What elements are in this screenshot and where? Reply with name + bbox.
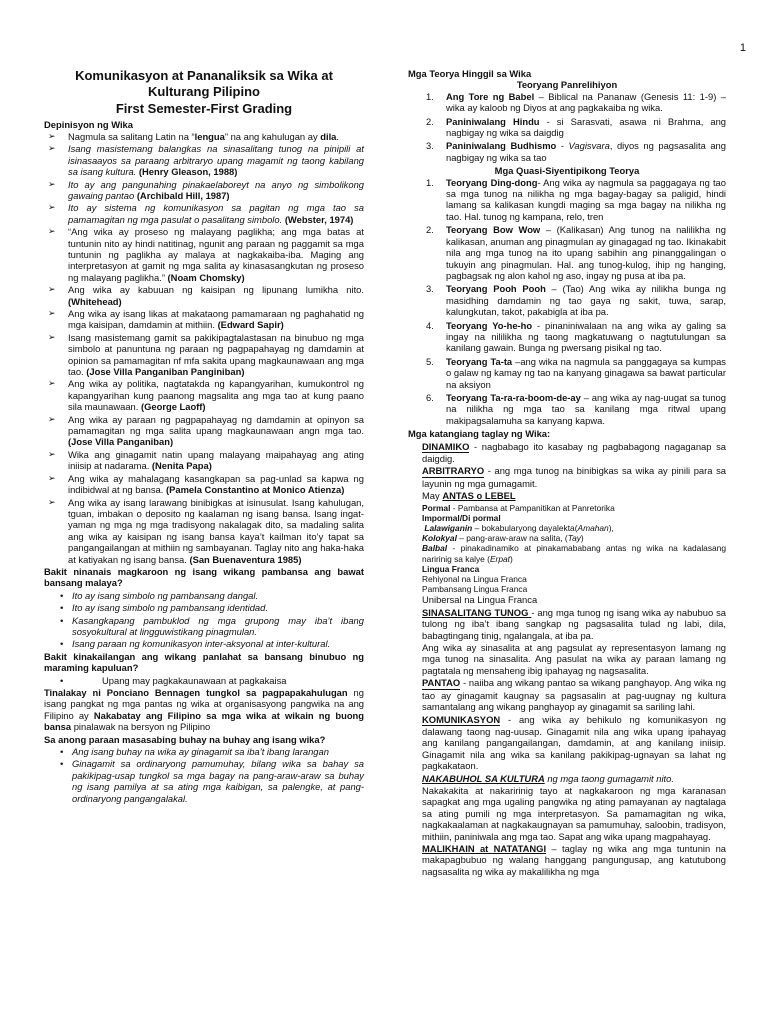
- trait-malikhain: MALIKHAIN at NATATANGI – taglay ng wika ang mga tuntunin na makapagbubuo ng walang hanggang pangungusap, ang katutubong nagsasalita ng wika ay makalilikha ng mga: [422, 842, 726, 877]
- document-title: Komunikasyon at Pananaliksik sa Wika at Kulturang Pilipino: [75, 68, 333, 99]
- antas-kolokyal: Kolokyal – pang-araw-araw na salita, (Tay): [422, 533, 584, 544]
- traits-heading: Mga katangiang taglay ng Wika:: [408, 428, 551, 440]
- definition-item: ➢ Ang wika ay politika, nagtatakda ng kapangyarihan, kumukontrol ng kapangyarihan kung paanong magsalita ang mga tao at kung paano sila maunawaan. (George Laoff): [44, 378, 364, 412]
- lingua-franca-item: Unibersal na Lingua Franca: [422, 594, 538, 606]
- definition-item: ➢ Ito ay ang pangunahing pinakaelaboreyt na anyo ng simbolikong gawaing pantao (Archibald Hill, 1987): [44, 179, 364, 202]
- trait-sinasalitang-tunog: SINASALITANG TUNOG - ang mga tunog ng isang wika ay nabubuo sa tulong ng iba’t ibang sangkap ng pagsasalita tulad ng labi, dila, babagtingang tinig, ngalangala, at iba pa.: [422, 606, 726, 641]
- list-item: • Ang isang buhay na wika ay ginagamit sa iba’t ibang larangan: [44, 746, 364, 757]
- quasi-theory-heading: Mga Quasi-Siyentipikong Teorya: [494, 165, 640, 177]
- list-item: • Ito ay isang simbolo ng pambansang identidad.: [44, 602, 364, 613]
- definition-item: ➢ Isang masistemang balangkas na sinasalitang tunog na pinipili at isinasaayos sa paraang arbitraryo upang magamit ng taong kabilang sa isang kultura. (Henry Gleason, 1988): [44, 143, 364, 177]
- definition-item: ➢ Ang wika ay isang larawang binibigkas at isinusulat. Isang kahulugan, tguan, imbakan o deposito ng kaalaman ng isang bansa. Isang ingat-yaman ng mga ng mga tradisyong nakalagak dito, sa madaling salita ang wika ay kaisipan ng isang bansa kaya’t kailman ito’y tapat sa pangangailangan at mithiin ng sambayanan. Taglay nito ang haka-haka at katiyakan ng isang bansa. (San Buenaventura 1985): [44, 497, 364, 565]
- antas-lalawiganin: Lalawiganin – bokabularyong dayalekta(Amahan),: [424, 523, 614, 534]
- theory-item: 5. Teoryang Ta-ta –ang wika na nagmula sa panggagaya sa kumpas o galaw ng kamay ng tao na kanyang ginagawa sa bawat particular na aksiyon: [426, 355, 726, 390]
- living-language-reasons: [44, 746, 364, 804]
- definition-heading: Depinisyon ng Wika: [44, 118, 133, 130]
- lingua-franca-item: Pambansang Lingua Franca: [422, 584, 528, 595]
- theory-item: 3. Teoryang Pooh Pooh – (Tao) Ang wika ay nilikha bunga ng masidhing damdamin ng tao gaya ng sakit, tuwa, sarap, kalungkutan, takot, pakabigla at iba pa.: [426, 283, 726, 318]
- right-column: [408, 68, 726, 878]
- list-item: • Ginagamit sa ordinaryong pamumuhay, bilang wika sa bahay sa pakikipag-usap tungkol sa mga bagay na pang-araw-araw sa buhay ng isang pamilya at sa ating mga kaibigan, sa palengke, at pang-ordinaryong pangangalakal.: [44, 758, 364, 804]
- theory-item: 2. Teoryang Bow Wow – (Kalikasan) Ang tunog na nalilikha ng kalikasan, anuman ang pinagmulan ay ginagagad ng tao. Ikinakabit nila ang mga tunog na ito upang sabihin ang pinanggalingan o tukuyin ang pinagmulan. Hal. ang tunog-kulog, ihip ng hanging, pagbagsak ng alon kahol ng aso, ingay ng pusa at iba pa.: [426, 224, 726, 281]
- definition-item: ➢ Isang masistemang gamit sa pakikipagtalastasan na binubuo ng mga simbolo at panuntuna ng paraan ng pagpapahayag ng damdamin at opinion sa pamamagitan nf mfa sakita upang magkaunawaan ang mga tao. (Jose Villa Panganiban Panginiban): [44, 332, 364, 378]
- definition-item: ➢ Ang wika ay kabuuan ng kaisipan ng lipunang lumikha nito. (Whitehead): [44, 284, 364, 307]
- antas-impormal: Impormal/Di pormal: [422, 512, 501, 523]
- lingua-franca-heading: Lingua Franca: [422, 563, 480, 574]
- theory-item: 6. Teoryang Ta-ra-ra-boom-de-ay – ang wika ay nag-uugat sa tunog na nilikha ng mga tao sa kanilang mga ritwal upang makipagsalamuha sa kanyang kapwa.: [426, 391, 726, 426]
- list-item: • Upang may pagkakaunawaan at pagkakaisa: [44, 675, 364, 686]
- common-language-reasons: [44, 675, 364, 686]
- religious-theory-heading: Teoryang Panrelihiyon: [516, 79, 618, 91]
- question-national-language: Bakit ninanais magkaroon ng isang wikang pambansa ang bawat bansang malaya?: [44, 565, 364, 589]
- definition-list: [44, 131, 364, 565]
- antas-balbal: Balbal - pinakadinamiko at pinakamababang antas ng wika na kadalasang naririnig sa kalye (Erpat): [422, 543, 726, 564]
- religious-theory-list: [408, 91, 726, 163]
- definition-item: ➢ Wika ang ginagamit natin upang malayang maipahayag ang ating iniisip at nadarama. (Nenita Papa): [44, 449, 364, 472]
- quasi-theory-list: [408, 177, 726, 427]
- definition-item: ➢ Nagmula sa salitang Latin na “lengua” na ang kahulugan ay dila.: [44, 131, 364, 142]
- theory-item: 3. Paniniwalang Budhismo - Vagisvara, diyos ng pagsasalita ang nagbigay ng wika sa tao: [426, 140, 726, 163]
- national-language-reasons: [44, 590, 364, 650]
- question-living-language: Sa anong paraan masasabing buhay na buhay ang isang wika?: [44, 733, 326, 745]
- theories-heading: Mga Teorya Hinggil sa Wika: [408, 68, 532, 79]
- trait-pantao: PANTAO - naiiba ang wikang pantao sa wikang panghayop. Ang wika ng tao ay ginagamit kaugnay sa pagsasalin at pag-uugnay ng kultura samantalang ang wikang panghayop ay ginagamit sa sariling lahi.: [422, 677, 726, 713]
- sinasalitang-tunog-paragraph: Ang wika ay sinasalita at ang pagsulat ay representasyon lamang ng mga tunog na sinasalita. Ang pasulat na wika ay paraan lamang ng pagtatala ng mensaheng ibig ipahayag ng nagsasalita.: [422, 642, 726, 676]
- list-item: • Ito ay isang simbolo ng pambansang dangal.: [44, 590, 364, 601]
- antas-pormal: Pormal - Pambansa at Pampanitikan at Panretorika: [422, 502, 615, 513]
- lingua-franca-item: Rehiyonal na Lingua Franca: [422, 574, 527, 585]
- definition-item: ➢ Ang wika ay isang likas at makataong pamamaraan ng paghahatid ng mga kaisipan, damdamin at mithiin. (Edward Sapir): [44, 308, 364, 331]
- trait-komunikasyon: KOMUNIKASYON - ang wika ay behikulo ng komunikasyon ng dalawang taong nag-uusap. Ginagamit nila ang wika upang ipahayag ang kanilang pangangailangan, damdamin, at ang kanilang iniisip. Ginagamit nila ang wika sa kanilang pakikipag-ugnayan sa lahat ng pagkakataon.: [422, 713, 726, 772]
- definition-item: ➢ “Ang wika ay proseso ng malayang paglikha; ang mga batas at tuntunin nito ay hindi natitinag, ngunit ang paraan ng paggamit sa mga tuntunin ng paglikha ay malaya at nagkakaiba-iba. Maging ang interpretasyon at gamit ng mga salita ay kinasasangkutan ng proseso ng malayang paglikha.” (Noam Chomsky): [44, 226, 364, 283]
- definition-item: ➢ Ang wika ay mahalagang kasangkapan sa pag-unlad sa kapwa ng indibidwal at ng bansa. (Pamela Constantino at Monico Atienza): [44, 473, 364, 496]
- trait-nakabuhol: NAKABUHOL SA KULTURA ng mga taong gumagamit nito.: [422, 772, 674, 784]
- definition-item: ➢ Ito ay sistema ng komunikasyon sa pagitan ng mga tao sa pamamagitan ng mga pasulat o pasalitang simbolo. (Webster, 1974): [44, 202, 364, 225]
- page-number: 1: [739, 42, 746, 54]
- document-subtitle: First Semester-First Grading: [115, 101, 293, 116]
- theory-item: 1. Ang Tore ng Babel – Biblical na Pananaw (Genesis 11: 1-9) – wika ay kaloob ng Diyos at ang pagkakaiba ng wika.: [426, 90, 726, 114]
- list-item: • Isang paraan ng komunikasyon inter-aksyonal at inter-kultural.: [44, 638, 364, 649]
- trait-arbitraryo: ARBITRARYO - ang mga tunog na binibigkas sa wika ay pinili para sa layunin ng mga gumagamit.: [422, 465, 726, 489]
- left-column: [44, 68, 364, 805]
- definition-item: ➢ Ang wika ay paraan ng pagpapahayag ng damdamin at opinyon sa pamamagitan ng mga salita upang magkaunawaan angn mga tao. (Jose Villa Panganiban): [44, 414, 364, 448]
- nakabuhol-paragraph: Nakakakita at nakaririnig tayo at nagkakaroon ng mga karanasan sapagkat ang mga ugaling pangwika ng ating pamayanan ay nagtalaga sa ating pumili ng mga interpretasyon. Sa pamamagitan ng wika, nagkakaalaman at nagkakaugnayan sa pamumuhay, saloobin, tradisyon, mithiin, paniniwala ang mga tao. Sapat ang wika upang magpahayag.: [422, 784, 726, 842]
- list-item: • Kasangkapang pambuklod ng mga grupong may iba’t ibang sosyokultural at lingguwistikang pinagmulan.: [44, 615, 364, 638]
- trait-dinamiko: DINAMIKO - nagbabago ito kasabay ng pagbabagong nagaganap sa daigdig.: [422, 440, 726, 464]
- theory-item: 2. Paniniwalang Hindu - si Sarasvati, asawa ni Brahma, ang nagbigay ng wika sa daigdig: [426, 115, 726, 139]
- theory-item: 4. Teoryang Yo-he-ho - pinaniniwalaan na ang wika ay galing sa ingay na nililikha ng taong magkatuwang o nagtutulungan sa kanilang gawain. Bunga ng pwersang pisikal ng tao.: [426, 319, 726, 354]
- question-common-language: Bakit kinakailangan ang wikang panlahat sa bansang binubuo ng maraming kapuluan?: [44, 650, 364, 674]
- bennagen-paragraph: Tinalakay ni Ponciano Bennagen tungkol sa pagpapakahulugan ng isang pangkat ng mga pantas ng wika at organisasyong pangwika na ang Filipino ay Nakabatay ang Filipino sa mga wika at wikain ng buong bansa pinalawak na bersyon ng Pilipino: [44, 687, 364, 733]
- theory-item: 1. Teoryang Ding-dong- Ang wika ay nagmula sa paggagaya ng tao sa mga tunog na nilikha ng mga bagay-bagay sa paligid, hindi lamang sa kalikasan kungdi maging sa mga bagay na nilikha ng tao. Hal. tunog ng kampana, relo, tren: [426, 176, 726, 222]
- trait-antas: May ANTAS o LEBEL: [422, 490, 516, 502]
